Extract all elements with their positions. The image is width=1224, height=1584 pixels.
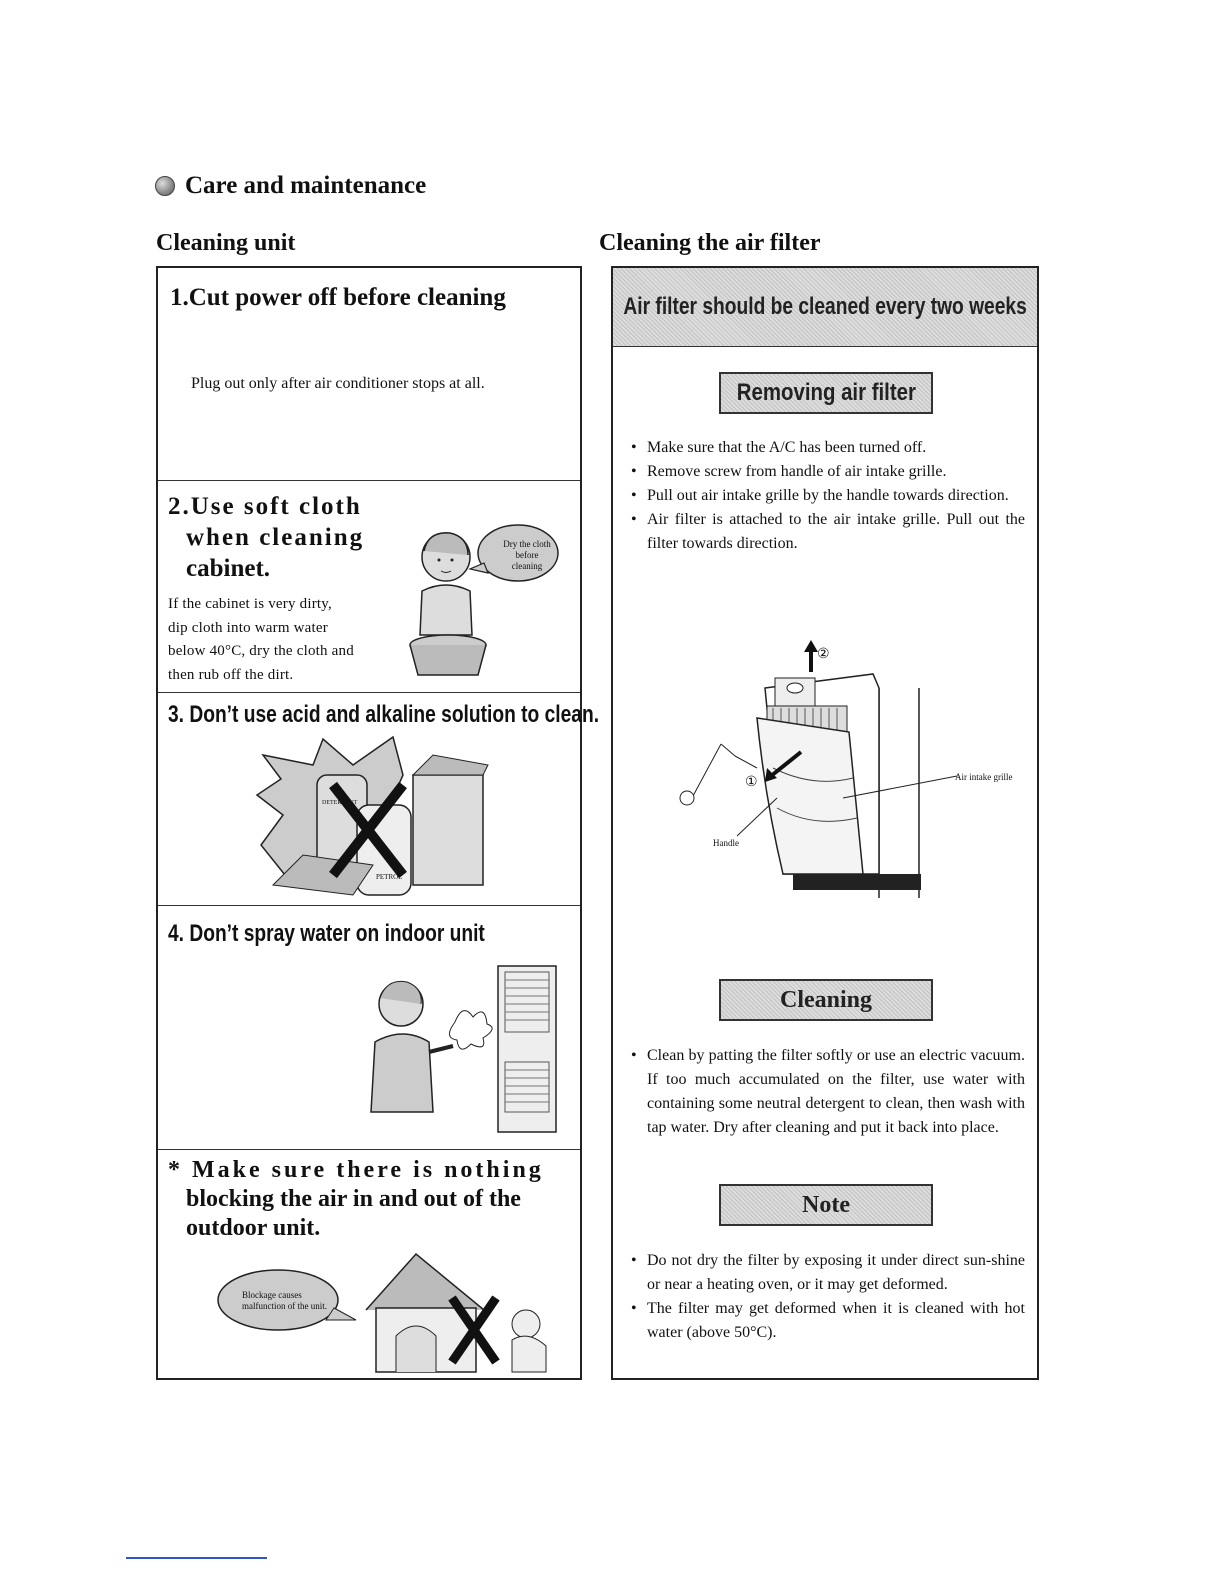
step-1-text: Plug out only after air conditioner stops at all. xyxy=(191,375,485,392)
air-filter-panel xyxy=(611,266,1039,1380)
step-3-cell xyxy=(158,693,600,906)
blocked-outdoor-unit-illustration xyxy=(216,1250,566,1376)
step-5-heading-line-1: * Make sure there is nothing xyxy=(168,1157,544,1183)
step-2-bubble-line-2: before xyxy=(515,550,539,560)
petrol-label: PETROL xyxy=(376,873,403,881)
cleaning-bullet-1: • Clean by patting the filter softly or use an electric vacuum. If too much accumulated on the filter, use water with containing some neutral detergent to clean, then wash with tap water. Dry after cleaning and put it back into place. xyxy=(627,1044,1025,1140)
step-2-heading-line-1: 2.Use soft cloth xyxy=(168,493,362,520)
removing-bullets xyxy=(627,436,1025,556)
step-5-cell xyxy=(158,1150,580,1380)
note-label-text: Note xyxy=(802,1191,850,1218)
detergent-label: DETERGENT xyxy=(322,800,358,806)
step-2-cell xyxy=(158,481,580,693)
step-5-heading-line-2: blocking the air in and out of the xyxy=(186,1186,521,1212)
step-4-cell xyxy=(158,906,580,1150)
handle-label: Handle xyxy=(713,838,739,848)
note-bullets xyxy=(627,1249,1025,1345)
removing-air-filter-label xyxy=(719,372,933,414)
step-2-bubble-text xyxy=(496,539,558,572)
cleaning-unit-panel xyxy=(156,266,600,1380)
banner xyxy=(613,268,1037,347)
note-bullet-1: • Do not dry the filter by exposing it under direct sun-shine or near a heating oven, or it may get deformed. xyxy=(627,1249,1025,1297)
footer-rule xyxy=(126,1557,267,1559)
step-2-bubble-line-1: Dry the cloth xyxy=(503,539,551,549)
page-title: Care and maintenance xyxy=(185,172,427,199)
step-5-bubble-line-1: Blockage causes xyxy=(242,1290,302,1300)
step-5-heading-line-3: outdoor unit. xyxy=(186,1215,321,1241)
step-1-cell xyxy=(158,268,580,481)
step-5-heading xyxy=(168,1156,544,1243)
chemicals-prohibited-illustration xyxy=(253,735,493,900)
filter-removal-diagram xyxy=(673,638,973,908)
page-header xyxy=(155,172,426,200)
step-2-text xyxy=(168,593,354,687)
air-intake-grille-label: Air intake grille xyxy=(955,772,1013,782)
cleaning-label-text: Cleaning xyxy=(779,986,872,1013)
step-2-text-line-1: If the cabinet is very dirty, xyxy=(168,596,332,612)
banner-text: Air filter should be cleaned every two weeks xyxy=(623,293,1027,320)
removing-air-filter-label-text: Removing air filter xyxy=(736,379,916,406)
step-2-heading xyxy=(168,491,364,584)
right-section-title: Cleaning the air filter xyxy=(599,230,821,256)
marker-2: ② xyxy=(817,647,830,662)
step-5-bubble-line-2: malfunction of the unit. xyxy=(242,1301,327,1311)
step-2-heading-line-3: cabinet. xyxy=(186,555,271,582)
step-5-bubble-text xyxy=(242,1290,327,1312)
removing-bullet-3: • Pull out air intake grille by the handle towards direction. xyxy=(627,484,1025,508)
step-2-heading-line-2: when cleaning xyxy=(186,524,365,551)
marker-1: ① xyxy=(745,775,758,790)
step-2-text-line-2: dip cloth into warm water xyxy=(168,619,328,636)
step-3-heading: 3. Don’t use acid and alkaline solution to clean. xyxy=(168,701,600,728)
step-2-bubble-line-3: cleaning xyxy=(511,561,543,571)
cleaning-bullets xyxy=(627,1044,1025,1140)
note-label xyxy=(719,1184,933,1226)
left-section-title: Cleaning unit xyxy=(156,230,296,256)
removing-bullet-2: • Remove screw from handle of air intake grille. xyxy=(627,460,1025,484)
cleaning-label xyxy=(719,979,933,1021)
step-1-heading: 1.Cut power off before cleaning xyxy=(170,284,506,311)
step-2-text-line-4: then rub off the dirt. xyxy=(168,666,294,683)
step-4-heading: 4. Don’t spray water on indoor unit xyxy=(168,920,485,947)
note-bullet-2: • The filter may get deformed when it is cleaned with hot water (above 50°C). xyxy=(627,1297,1025,1345)
step-2-text-line-3: below 40°C, dry the cloth and xyxy=(168,643,354,659)
bullet-icon xyxy=(155,176,175,196)
person-spraying-unit-illustration xyxy=(363,962,563,1137)
removing-bullet-1: • Make sure that the A/C has been turned off. xyxy=(627,436,1025,460)
removing-bullet-4: • Air filter is attached to the air intake grille. Pull out the filter towards direction. xyxy=(627,508,1025,556)
